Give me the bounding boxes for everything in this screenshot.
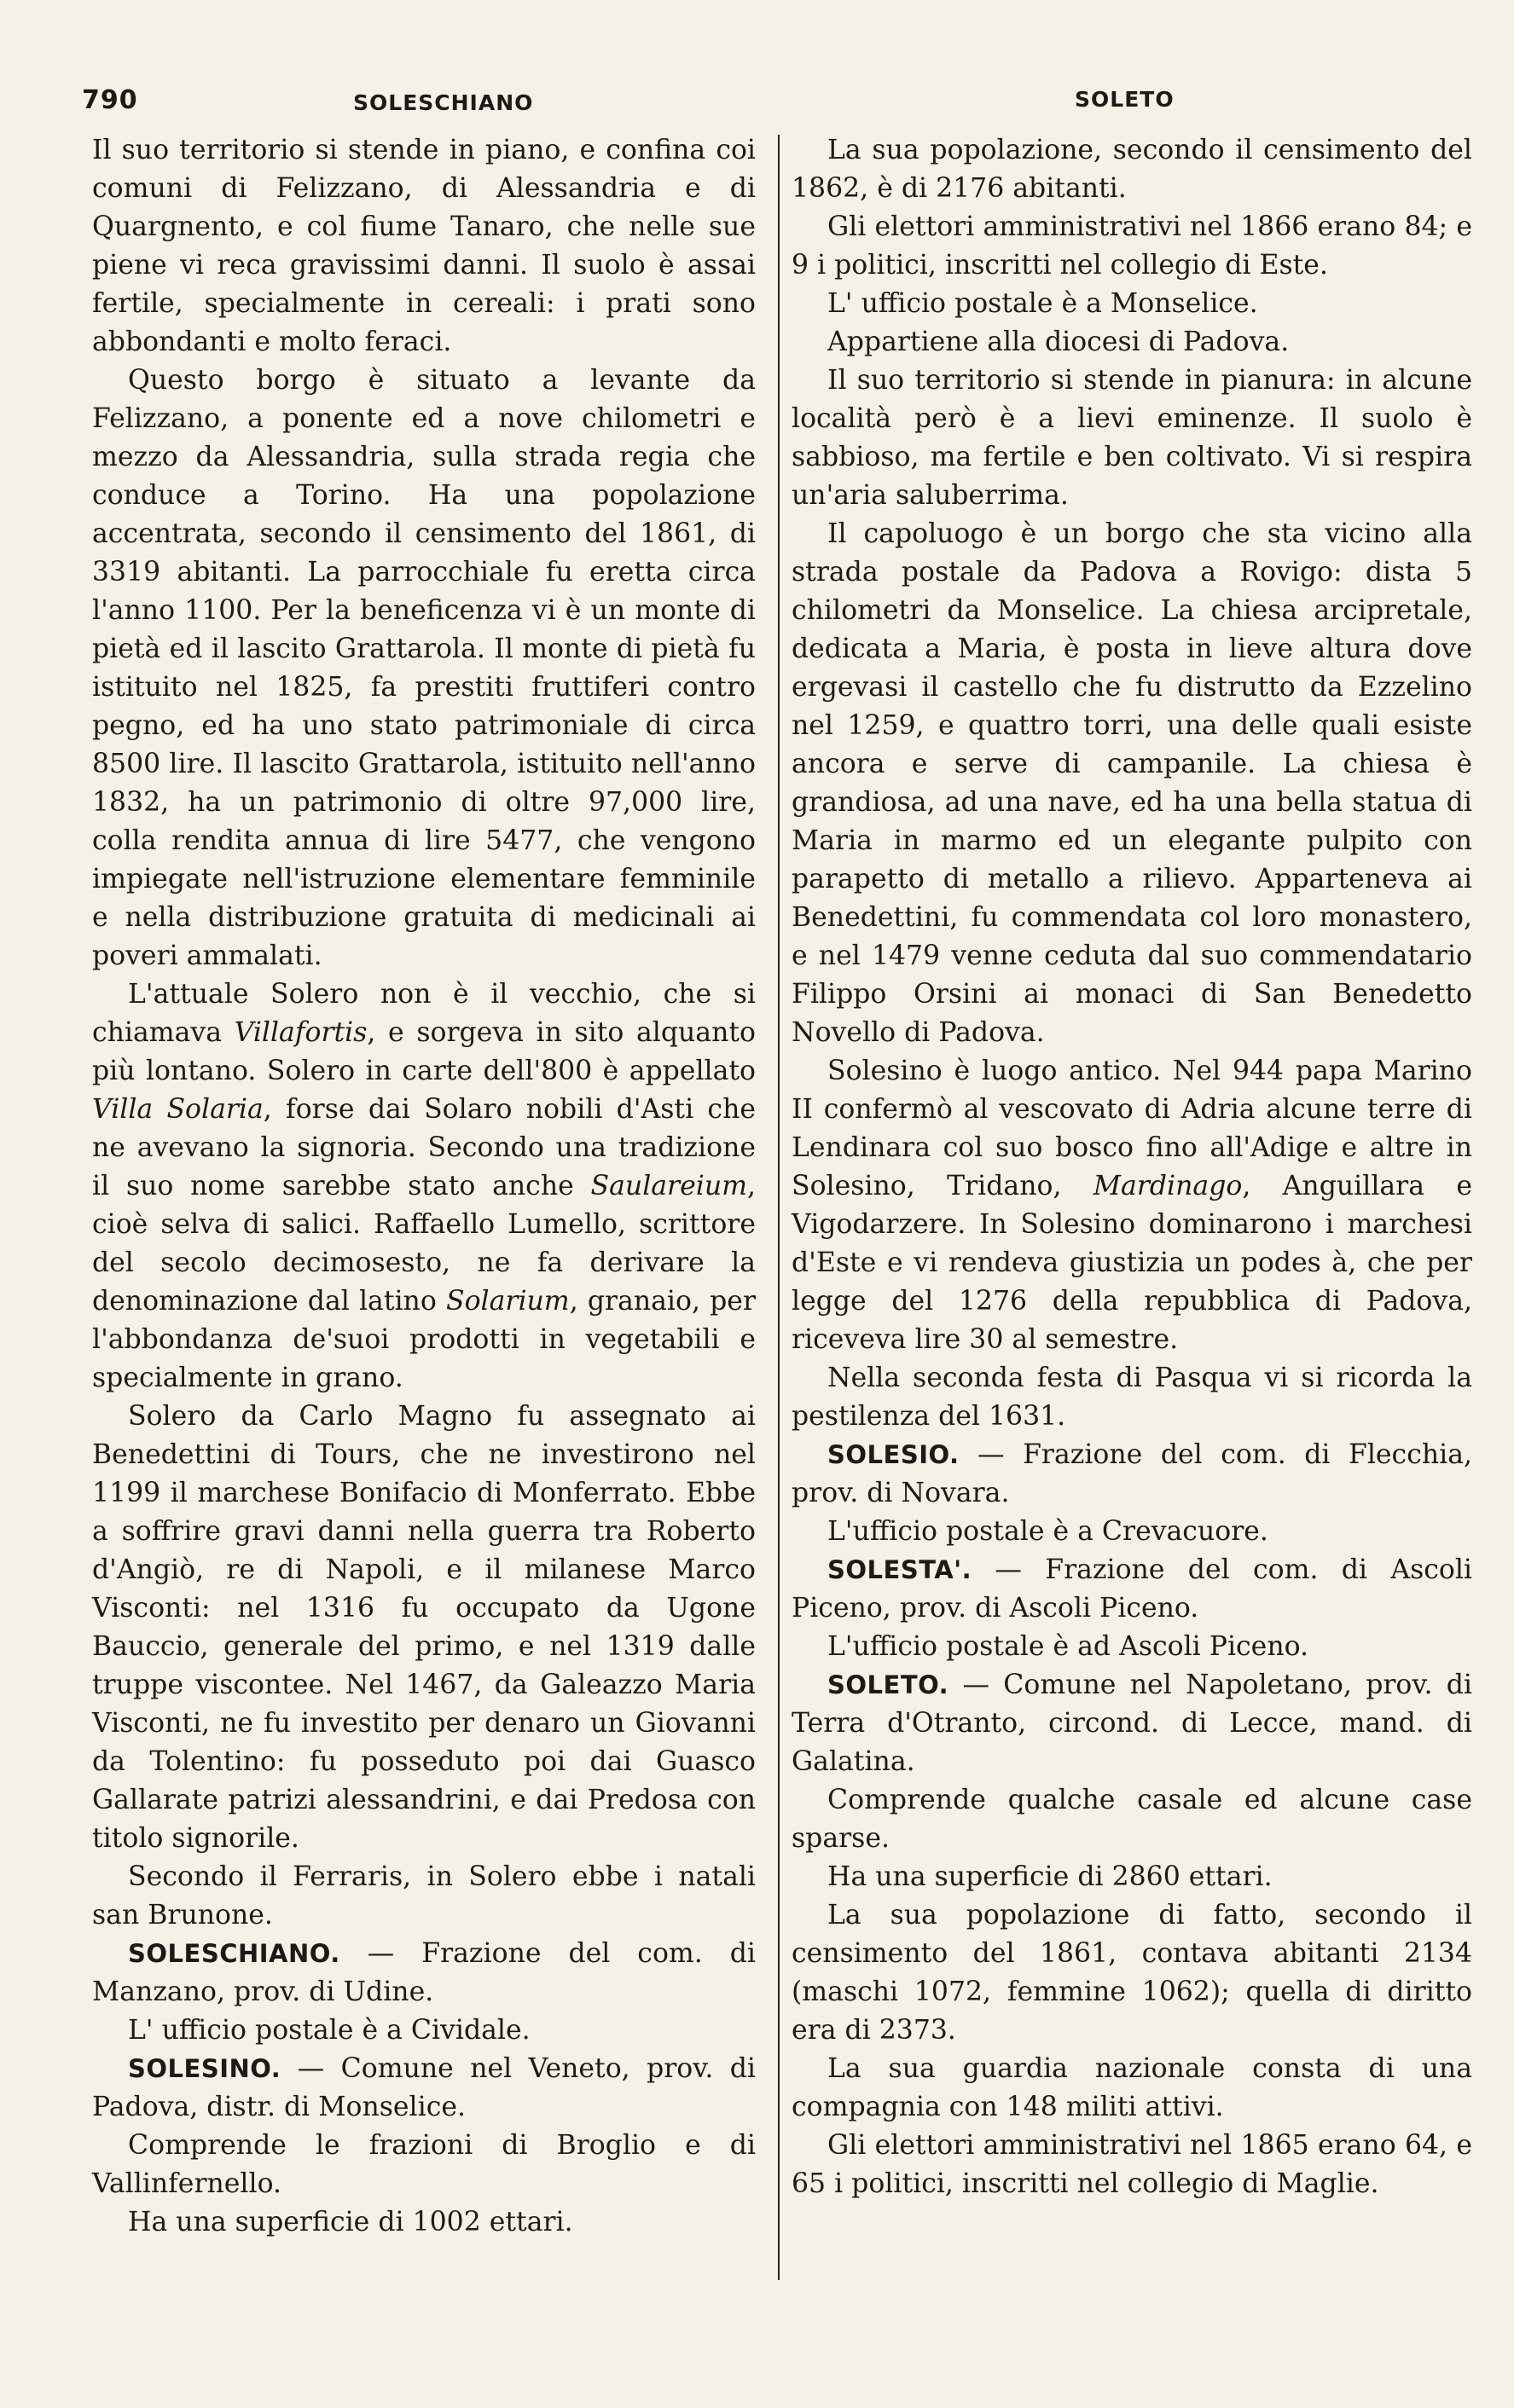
paragraph: Appartiene alla diocesi di Padova. xyxy=(827,327,1290,357)
column-divider xyxy=(778,135,780,2280)
page-number: 790 xyxy=(82,85,138,115)
paragraph: L'ufficio postale è ad Ascoli Piceno. xyxy=(827,1631,1309,1662)
entry-paragraph xyxy=(92,2050,756,2127)
text-run: — Comune nel Veneto, prov. di Padova, distr. di Monselice. xyxy=(92,2053,756,2122)
italic-term: Saulareium xyxy=(590,1171,747,1201)
text-run: — Frazione del com. di Flecchia, prov. di Novara. xyxy=(792,1439,1472,1508)
paragraph: La sua popolazione, secondo il censimento del 1862, è di 2176 abitanti. xyxy=(792,135,1472,204)
paragraph: Ha una superficie di 2860 ettari. xyxy=(827,1861,1273,1892)
paragraph xyxy=(92,975,756,1398)
paragraph: Comprende qualche casale ed alcune case sparse. xyxy=(792,1785,1472,1854)
entry-heading: SOLESCHIANO. xyxy=(128,1939,340,1968)
left-column xyxy=(92,131,756,2242)
entry-paragraph xyxy=(792,1436,1472,1513)
page-header-left xyxy=(82,85,764,128)
paragraph: Ha una superficie di 1002 ettari. xyxy=(128,2207,573,2237)
paragraph: L' ufficio postale è a Monselice. xyxy=(827,288,1258,319)
running-head-left: SOLESCHIANO xyxy=(353,90,534,115)
entry-heading: SOLESINO. xyxy=(128,2054,281,2083)
paragraph: L'ufficio postale è a Crevacuore. xyxy=(827,1516,1268,1547)
text-run: , granaio, per l'abbondanza de'suoi prodotti in vegetabili e specialmente in grano. xyxy=(92,1286,757,1393)
paragraph: Il suo territorio si stende in pianura: in alcune località però è a lievi eminenze. Il suolo è sabbioso, ma fertile e ben coltivato. Vi si respira un'aria saluberrima. xyxy=(792,365,1472,511)
paragraph: Comprende le frazioni di Broglio e di Vallinfernello. xyxy=(92,2130,756,2199)
running-head-right: SOLETO xyxy=(1075,87,1175,112)
italic-term: Mardinago xyxy=(1093,1171,1243,1201)
paragraph xyxy=(792,1052,1472,1359)
paragraph: Il capoluogo è un borgo che sta vicino alla strada postale da Padova a Rovigo: dista 5 chilometri da Monselice. La chiesa arcipretale, dedicata a Maria, è posta in lieve altura dove ergevasi il castello che fu distrutto da Ezzelino nel 1259, e quattro torri, una delle quali esiste ancora e serve di campanile. La chiesa è grandiosa, ad una nave, ed ha una bella statua di Maria in marmo ed un elegante pulpito con parapetto di metallo a rilievo. Apparteneva ai Benedettini, fu commendata col loro monastero, e nel 1479 venne ceduta dal suo commendatario Filippo Orsini ai monaci di San Benedetto Novello di Padova. xyxy=(792,518,1472,1048)
page-header-right xyxy=(1075,85,1245,128)
paragraph: Il suo territorio si stende in piano, e confina coi comuni di Felizzano, di Alessandria e di Quargnento, e col fiume Tanaro, che nelle sue piene vi reca gravissimi danni. Il suolo è assai fertile, specialmente in cereali: i prati sono abbondanti e molto feraci. xyxy=(92,135,756,357)
text-run: , forse dai Solaro nobili d'Asti che ne avevano la signoria. Secondo una tradizione il suo nome sarebbe stato anche xyxy=(92,1094,756,1201)
paragraph: Gli elettori amministrativi nel 1865 erano 64, e 65 i politici, inscritti nel collegio di Maglie. xyxy=(792,2130,1472,2199)
italic-term: Solarium xyxy=(445,1286,570,1317)
paragraph: Questo borgo è situato a levante da Felizzano, a ponente ed a nove chilometri e mezzo da Alessandria, sulla strada regia che conduce a Torino. Ha una popolazione accentrata, secondo il censimento del 1861, di 3319 abitanti. La parrocchiale fu eretta circa l'anno 1100. Per la beneficenza vi è un monte di pietà ed il lascito Grattarola. Il monte di pietà fu istituito nel 1825, fa prestiti fruttiferi contro pegno, ed ha uno stato patrimoniale di circa 8500 lire. Il lascito Grattarola, istituito nell'anno 1832, ha un patrimonio di oltre 97,000 lire, colla rendita annua di lire 5477, che vengono impiegate nell'istruzione elementare femminile e nella distribuzione gratuita di medicinali ai poveri ammalati. xyxy=(92,365,756,971)
entry-heading: SOLESTA'. xyxy=(827,1555,972,1584)
right-column xyxy=(792,131,1472,2203)
paragraph: L' ufficio postale è a Cividale. xyxy=(128,2015,531,2046)
entry-paragraph xyxy=(792,1666,1472,1781)
entry-paragraph xyxy=(792,1551,1472,1628)
paragraph: La sua popolazione di fatto, secondo il censimento del 1861, contava abitanti 2134 (maschi 1072, femmine 1062); quella di diritto era di 2373. xyxy=(792,1900,1472,2046)
paragraph: Secondo il Ferraris, in Solero ebbe i natali san Brunone. xyxy=(92,1861,756,1930)
text-run: — Frazione del com. di Ascoli Piceno, prov. di Ascoli Piceno. xyxy=(792,1554,1472,1624)
paragraph: La sua guardia nazionale consta di una compagnia con 148 militi attivi. xyxy=(792,2053,1472,2122)
entry-heading: SOLESIO. xyxy=(827,1440,960,1469)
text-run: — Comune nel Napoletano, prov. di Terra d'Otranto, circond. di Lecce, mand. di Galatina. xyxy=(792,1670,1472,1777)
italic-term: Villa Solaria xyxy=(92,1094,264,1125)
entry-heading: SOLETO. xyxy=(827,1670,949,1699)
text-run: — Frazione del com. di Manzano, prov. di Udine. xyxy=(92,1938,756,2007)
text-run: , Anguillara e Vigodarzere. In Solesino dominarono i marchesi d'Este e vi rendeva giustizia un podes à, che per legge del 1276 della repubblica di Padova, riceveva lire 30 al semestre. xyxy=(792,1171,1472,1355)
text-run: , e sorgeva in sito alquanto più lontano. Solero in carte dell'800 è appellato xyxy=(92,1017,756,1086)
text-run: L'attuale Solero non è il vecchio, che si chiamava xyxy=(92,979,756,1048)
paragraph: Gli elettori amministrativi nel 1866 erano 84; e 9 i politici, inscritti nel collegio di Este. xyxy=(792,211,1472,281)
text-run: Solesino è luogo antico. Nel 944 papa Marino II confermò al vescovato di Adria alcune terre di Lendinara col suo bosco fino all'Adige e altre in Solesino, Tridano, xyxy=(792,1056,1472,1201)
entry-paragraph xyxy=(92,1935,756,2011)
text-run: , cioè selva di salici. Raffaello Lumello, scrittore del secolo decimosesto, ne fa derivare la denominazione dal latino xyxy=(92,1171,756,1317)
paragraph: Nella seconda festa di Pasqua vi si ricorda la pestilenza del 1631. xyxy=(792,1363,1472,1432)
paragraph: Solero da Carlo Magno fu assegnato ai Benedettini di Tours, che ne investirono nel 1199 il marchese Bonifacio di Monferrato. Ebbe a soffrire gravi danni nella guerra tra Roberto d'Angiò, re di Napoli, e il milanese Marco Visconti: nel 1316 fu occupato da Ugone Bauccio, generale del primo, e nel 1319 dalle truppe viscontee. Nel 1467, da Galeazzo Maria Visconti, ne fu investito per denaro un Giovanni da Tolentino: fu posseduto poi dai Guasco Gallarate patrizi alessandrini, e dai Predosa con titolo signorile. xyxy=(92,1401,756,1854)
italic-term: Villafortis xyxy=(234,1017,368,1048)
